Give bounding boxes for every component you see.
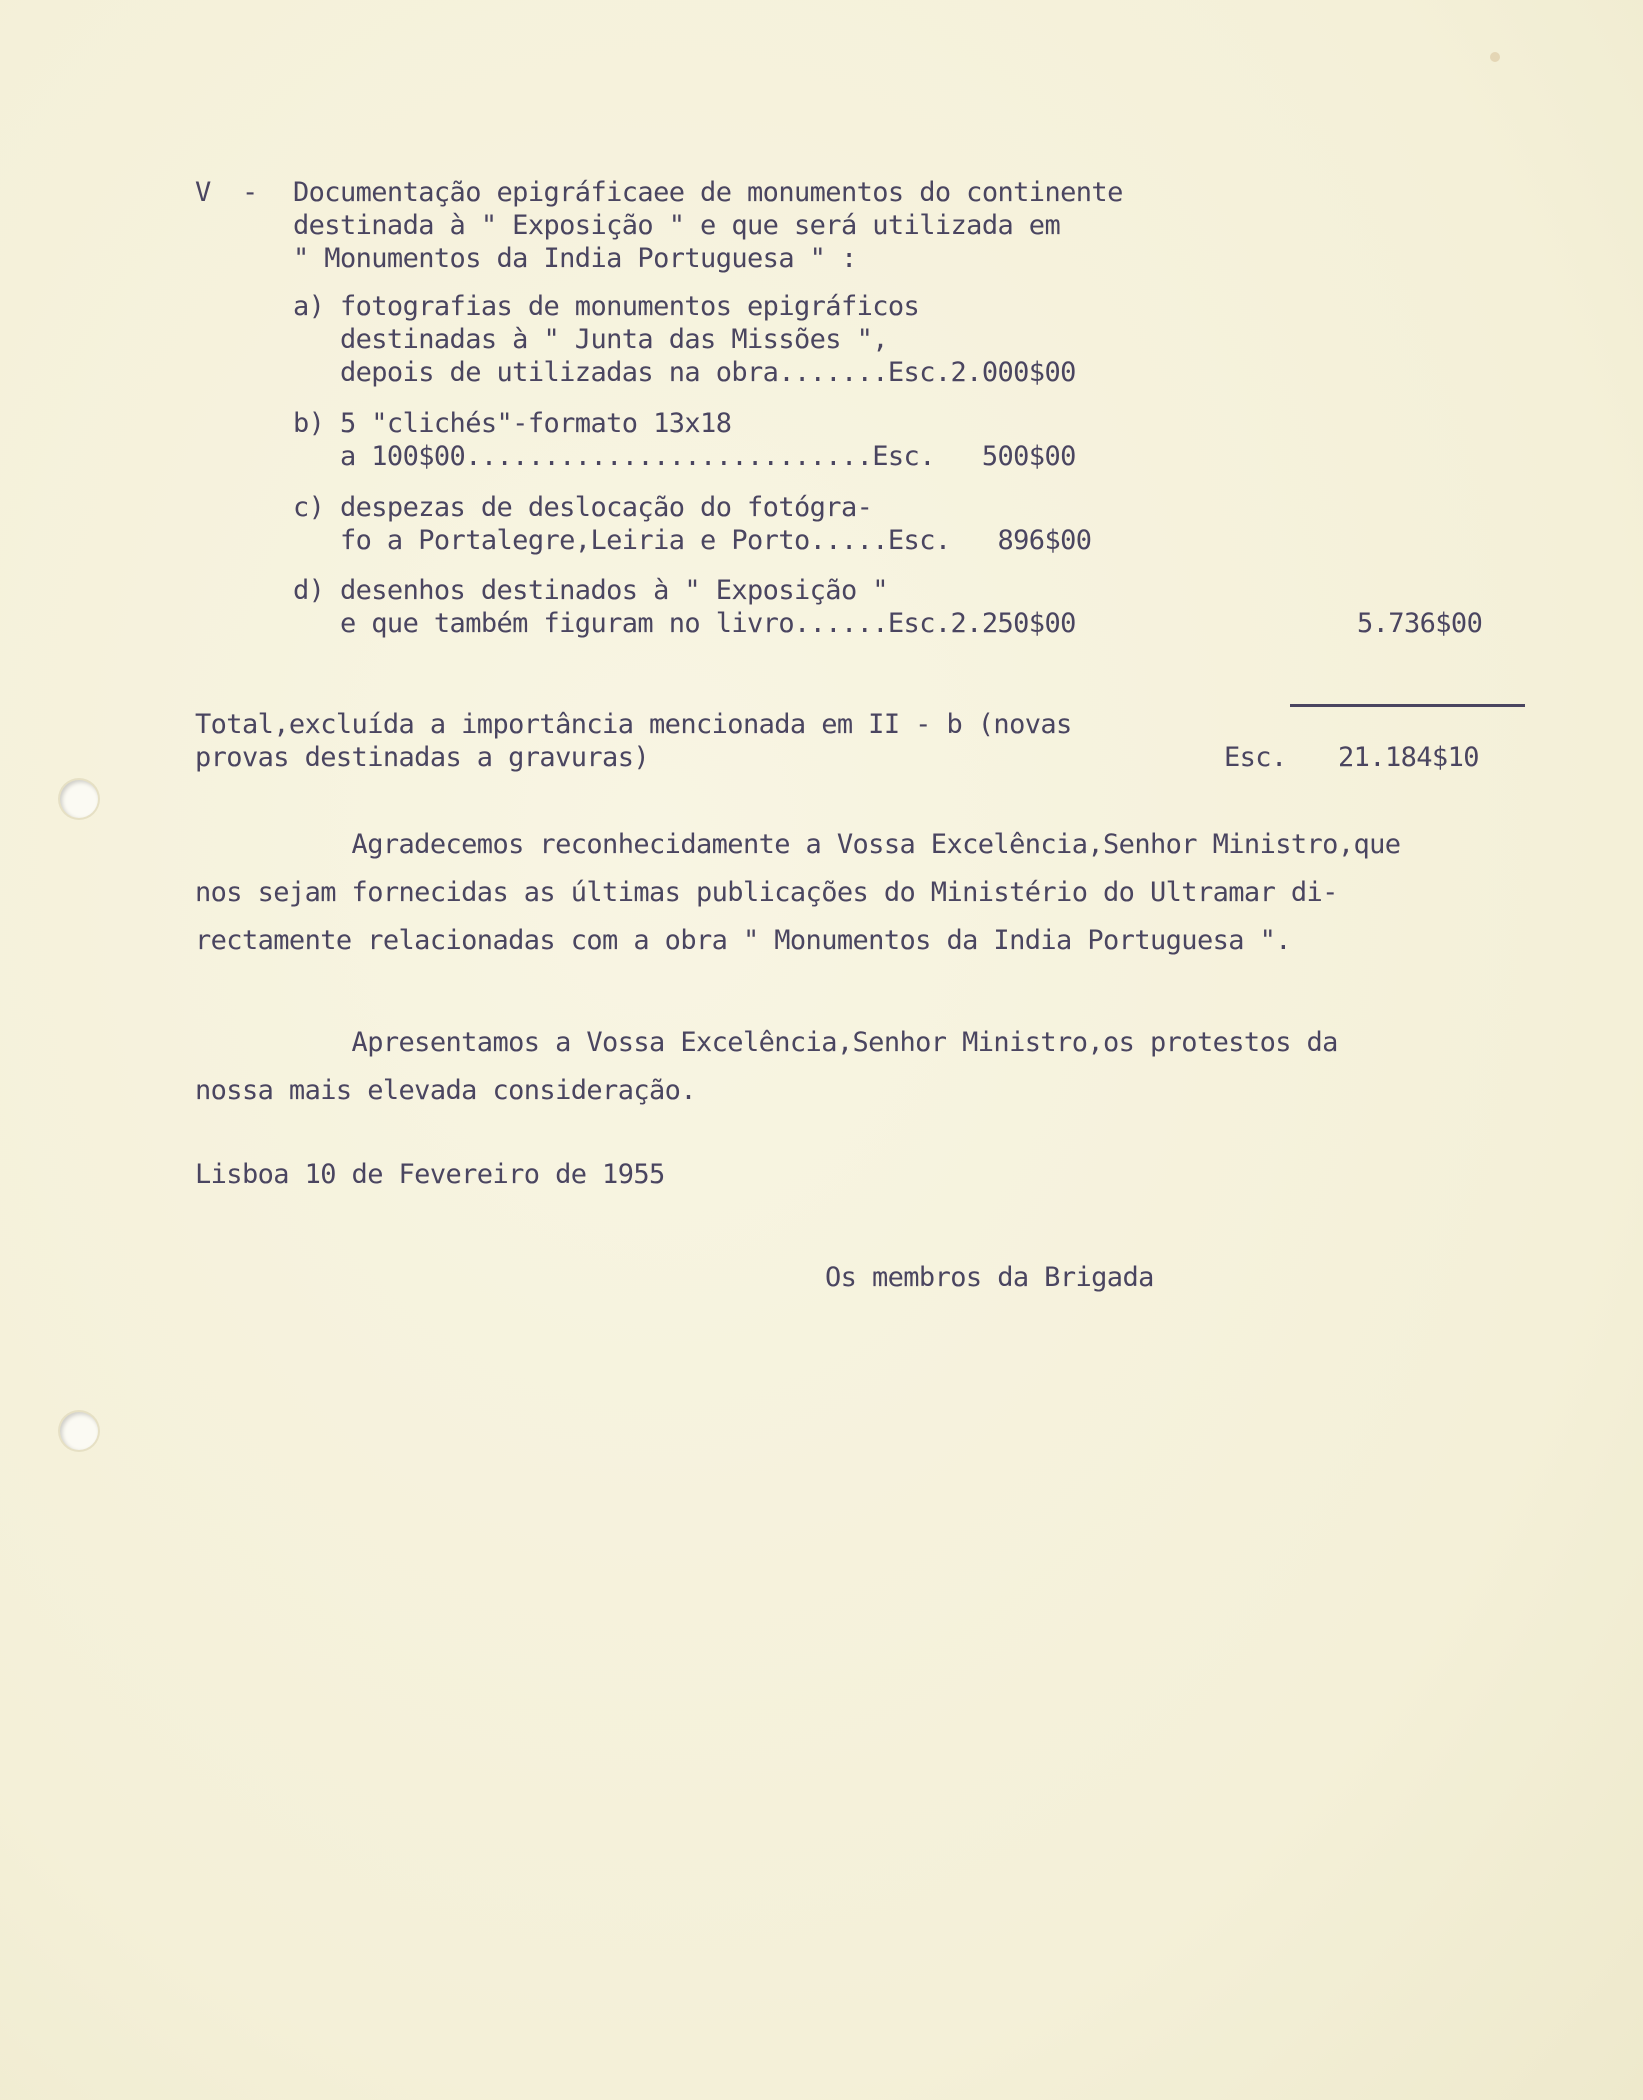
paragraph-2-line-2: nossa mais elevada consideração.: [195, 1075, 696, 1106]
total-line-1: Total,excluída a importância mencionada em II - b (novas: [195, 709, 1072, 740]
total-line-2: provas destinadas a gravuras): [195, 742, 650, 773]
paragraph-2-line-1: Apresentamos a Vossa Excelência,Senhor Ministro,os protestos da: [195, 1027, 1338, 1058]
paragraph-1-line-3: rectamente relacionadas com a obra " Monumentos da India Portuguesa ".: [195, 925, 1291, 956]
paper-stain: [1490, 52, 1500, 62]
section-subtotal: 5.736$00: [1357, 608, 1483, 639]
item-a-line-3: depois de utilizadas na obra.......Esc.2.000$00: [293, 357, 1076, 388]
item-b-line-2: a 100$00..........................Esc. 500$00: [293, 441, 1076, 472]
section-numeral: V -: [195, 177, 258, 208]
date-line: Lisboa 10 de Fevereiro de 1955: [195, 1159, 665, 1190]
paragraph-1-line-2: nos sejam fornecidas as últimas publicações do Ministério do Ultramar di-: [195, 877, 1338, 908]
punch-hole-top: [60, 780, 98, 818]
item-a-line-2: destinadas à " Junta das Missões ",: [293, 324, 888, 355]
total-amount: 21.184$10: [1338, 742, 1479, 773]
total-currency: Esc.: [1224, 742, 1287, 773]
item-c-line-2: fo a Portalegre,Leiria e Porto.....Esc. 896$00: [293, 525, 1092, 556]
section-heading-line-1: Documentação epigráficaee de monumentos do continente: [293, 177, 1123, 208]
item-d-line-2: e que também figuram no livro......Esc.2.250$00: [293, 608, 1076, 639]
section-heading-line-2: destinada à " Exposição " e que será utilizada em: [293, 210, 1061, 241]
item-b-line-1: b) 5 "clichés"-formato 13x18: [293, 408, 732, 439]
total-rule: [1290, 704, 1525, 707]
item-c-line-1: c) despezas de deslocação do fotógra-: [293, 492, 873, 523]
punch-hole-bottom: [60, 1412, 98, 1450]
section-heading-line-3: " Monumentos da India Portuguesa " :: [293, 243, 857, 274]
item-a-line-1: a) fotografias de monumentos epigráficos: [293, 291, 920, 322]
item-d-line-1: d) desenhos destinados à " Exposição ": [293, 575, 888, 606]
paragraph-1-line-1: Agradecemos reconhecidamente a Vossa Excelência,Senhor Ministro,que: [195, 829, 1401, 860]
signature-line: Os membros da Brigada: [825, 1262, 1154, 1293]
